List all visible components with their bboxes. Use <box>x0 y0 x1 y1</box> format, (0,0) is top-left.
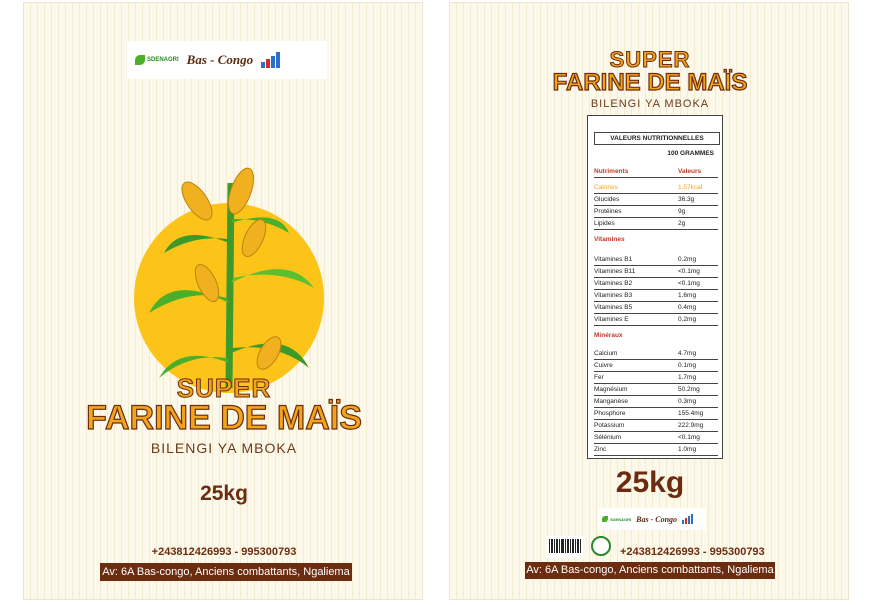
nutrient-value: 1.6mg <box>678 292 697 299</box>
nutrition-row <box>594 278 718 290</box>
nutrient-name: Fer <box>594 374 604 381</box>
nutrition-row <box>594 360 718 372</box>
barcode-icon <box>547 536 583 558</box>
vitamins-section-title: Vitamines <box>594 236 625 243</box>
nutrition-row <box>594 314 718 326</box>
quality-badge-icon <box>591 536 611 556</box>
back-logo-strip <box>598 508 706 530</box>
nutrition-row <box>594 432 718 444</box>
nutrient-value: 1.57kcal <box>678 184 703 191</box>
nutrient-name: Cuivre <box>594 362 613 369</box>
nutrition-row <box>594 384 718 396</box>
back-bascongo-logo: Bas - Congo <box>636 514 678 524</box>
nutrient-name: Protéines <box>594 208 622 215</box>
nutrient-value: 0.1mg <box>678 362 697 369</box>
back-product-weight: 25kg <box>615 466 685 499</box>
nutrition-row <box>594 408 718 420</box>
nutrition-row <box>594 348 718 360</box>
nutrient-name: Vitamines E <box>594 316 629 323</box>
leaf-icon <box>135 55 145 65</box>
nutrient-name: Magnésium <box>594 386 628 393</box>
column-value: Valeurs <box>678 168 702 175</box>
product-weight: 25kg <box>200 482 248 505</box>
front-logo-strip <box>127 41 327 79</box>
nutrient-value: 36.3g <box>678 196 695 203</box>
nutrient-value: 1.0mg <box>678 446 697 453</box>
nutrient-name: Calcium <box>594 350 618 357</box>
nutrient-name: Potassium <box>594 422 625 429</box>
bars-logo-icon <box>261 52 280 68</box>
nutrition-row <box>594 372 718 384</box>
nutrient-value: 0.2mg <box>678 316 697 323</box>
minerals-section-title: Minéraux <box>594 332 623 339</box>
nutrient-value: 0.4mg <box>678 304 697 311</box>
product-subtitle: BILENGI YA MBOKA <box>150 440 298 456</box>
nutrient-value: 222.9mg <box>678 422 704 429</box>
nutrient-value: <0.1mg <box>678 268 700 275</box>
contact-phone: +243812426993 - 995300793 <box>151 546 297 558</box>
back-contact-address: Av: 6A Bas-congo, Anciens combattants, Ngaliema <box>525 562 775 579</box>
bascongo-logo: Bas - Congo <box>186 52 254 67</box>
nutrient-value: 2g <box>678 220 686 227</box>
product-name: FARINE DE MAÏS <box>86 399 362 437</box>
nutrient-name: Vitamines B11 <box>594 268 636 275</box>
sdenagri-logo: SDENAGRI <box>135 55 179 65</box>
nutrition-title: VALEURS NUTRITIONNELLES <box>594 132 720 145</box>
nutrition-row <box>594 194 718 206</box>
back-bars-logo-icon <box>682 514 693 524</box>
back-panel <box>449 2 849 600</box>
back-product-super: SUPER <box>609 47 691 72</box>
nutrient-value: 155.4mg <box>678 410 704 417</box>
nutrient-name: Vitamines B5 <box>594 304 633 311</box>
nutrient-name: Lipides <box>594 220 615 227</box>
nutrient-value: 0.2mg <box>678 256 697 263</box>
back-contact-phone: +243812426993 - 995300793 <box>620 546 765 558</box>
back-leaf-icon <box>602 516 608 522</box>
nutrient-name: Phosphore <box>594 410 626 417</box>
nutrient-value: 9g <box>678 208 686 215</box>
nutrition-row <box>594 266 718 278</box>
nutrient-value: 4.7mg <box>678 350 697 357</box>
nutrient-value: <0.1mg <box>678 434 700 441</box>
nutrient-name: Calories <box>594 184 618 191</box>
nutrient-name: Zinc <box>594 446 607 453</box>
nutrition-row <box>594 444 718 456</box>
nutrient-name: Vitamines B2 <box>594 280 633 287</box>
nutrition-row <box>594 206 718 218</box>
back-product-subtitle: BILENGI YA MBOKA <box>590 98 710 110</box>
nutrition-row <box>594 396 718 408</box>
nutrient-value: 1.7mg <box>678 374 697 381</box>
back-product-name: FARINE DE MAÏS <box>552 69 748 96</box>
column-nutrient: Nutriments <box>594 168 629 175</box>
back-sdenagri-logo: SDENAGRI <box>602 516 631 522</box>
product-super: SUPER <box>176 373 272 403</box>
nutrient-value: <0.1mg <box>678 280 700 287</box>
nutrition-row <box>594 302 718 314</box>
nutrient-name: Manganèse <box>594 398 628 405</box>
nutrient-name: Glucides <box>594 196 620 203</box>
nutrition-row-calories <box>594 182 718 194</box>
nutrition-row <box>594 420 718 432</box>
nutrition-row <box>594 218 718 230</box>
nutrition-row <box>594 254 718 266</box>
nutrient-name: Vitamines B1 <box>594 256 633 263</box>
contact-address: Av: 6A Bas-congo, Anciens combattants, Ngaliema <box>100 563 352 581</box>
nutrient-value: 50.2mg <box>678 386 700 393</box>
nutrition-column-headers <box>594 166 718 178</box>
nutrition-row <box>594 290 718 302</box>
nutrient-value: 0.3mg <box>678 398 697 405</box>
front-panel <box>23 2 423 600</box>
nutrient-name: Vitamines B3 <box>594 292 633 299</box>
corn-plant-icon <box>119 153 339 393</box>
nutrition-table <box>587 115 723 459</box>
nutrition-per: 100 GRAMMES <box>667 150 714 157</box>
nutrient-name: Sélénium <box>594 434 622 441</box>
